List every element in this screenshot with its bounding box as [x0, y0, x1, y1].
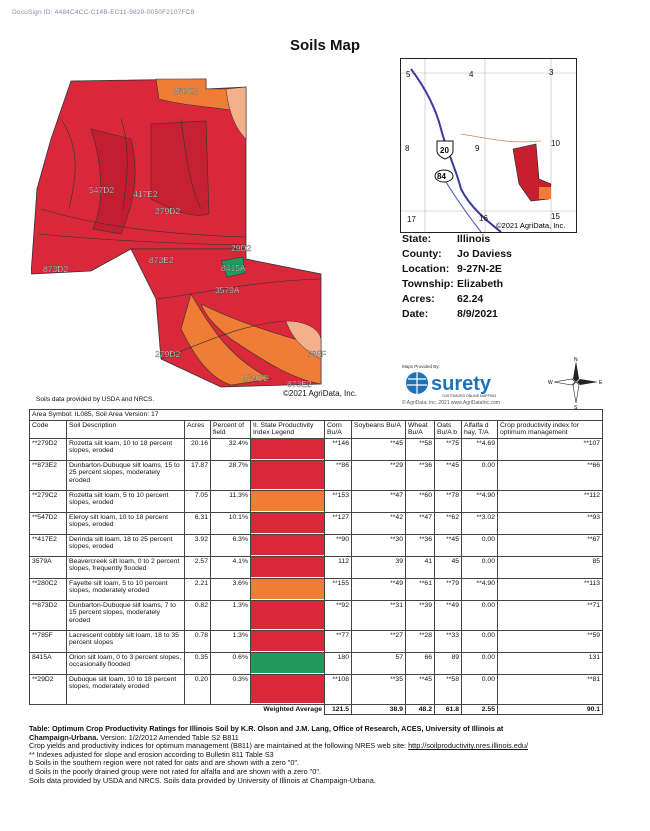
crop-productivity-index: **81	[498, 674, 603, 704]
table-row	[30, 630, 603, 652]
table-row	[30, 652, 603, 674]
soil-data-credit: Soils data provided by USDA and NRCS.	[36, 396, 155, 403]
soybean-yield: **35	[352, 674, 406, 704]
soybean-yield: **31	[352, 600, 406, 630]
soil-code: **29D2	[30, 674, 67, 704]
crop-productivity-index: **112	[498, 490, 603, 512]
wheat-yield: **60	[406, 490, 435, 512]
alfalfa-yield: 0.00	[462, 630, 498, 652]
crop-productivity-index: **107	[498, 438, 603, 460]
acres: 20.16	[185, 438, 211, 460]
crop-productivity-index: **59	[498, 630, 603, 652]
alfalfa-yield: 0.00	[462, 556, 498, 578]
crop-productivity-index: **71	[498, 600, 603, 630]
weighted-corn: 121.5	[325, 704, 352, 715]
svg-text:CUSTOMIZED ONLINE MAPPING: CUSTOMIZED ONLINE MAPPING	[442, 394, 497, 398]
col-header: Code	[30, 420, 67, 438]
section-label: 17	[407, 215, 416, 224]
legend-swatch	[251, 578, 325, 600]
info-township: Township: Elizabeth	[402, 278, 504, 290]
map-label: 279C2	[243, 373, 269, 383]
highway-84-line	[443, 177, 481, 232]
soil-description: Lacrescent cobbly silt loam, 18 to 35 percent slopes	[67, 630, 185, 652]
legend-swatch	[251, 460, 325, 490]
acres: 0.78	[185, 630, 211, 652]
area-symbol: Area Symbol: IL085, Soil Area Version: 17	[30, 410, 603, 421]
wheat-yield: **36	[406, 460, 435, 490]
percent-of-field: 11.3%	[211, 490, 251, 512]
globe-icon	[406, 372, 428, 394]
soil-description: Eleroy silt loam, 10 to 18 percent slopes, eroded	[67, 512, 185, 534]
agridata-small-credit: © AgriData, Inc. 2021 www.AgriDataInc.com	[402, 400, 500, 406]
weighted-alfalfa: 2.55	[462, 704, 498, 715]
map-region-dark	[151, 121, 209, 215]
col-header: Acres	[185, 420, 211, 438]
soil-description: Derinda silt loam, 18 to 25 percent slopes, eroded	[67, 534, 185, 556]
productivity-color-swatch	[251, 461, 324, 489]
wheat-yield: **47	[406, 512, 435, 534]
oats-yield: 89	[435, 652, 462, 674]
surety-logo	[402, 363, 547, 399]
percent-of-field: 1.3%	[211, 600, 251, 630]
oats-yield: **75	[435, 438, 462, 460]
col-header: Percent of field	[211, 420, 251, 438]
alfalfa-yield: **3.02	[462, 512, 498, 534]
map-label: 547D2	[89, 185, 115, 195]
col-header: Wheat Bu/A	[406, 420, 435, 438]
col-header: Crop productivity index for optimum management	[498, 420, 603, 438]
soybean-yield: **49	[352, 578, 406, 600]
locator-credit: ©2021 AgriData, Inc.	[496, 221, 566, 230]
corn-yield: **92	[325, 600, 352, 630]
map-label: 873E2	[149, 255, 174, 265]
productivity-color-swatch	[251, 631, 324, 651]
section-label: 4	[469, 70, 474, 79]
percent-of-field: 10.1%	[211, 512, 251, 534]
oats-yield: **45	[435, 534, 462, 556]
docusign-envelope-id: DocuSign ID: 4484C4CC-C14B-EC11-9820-0050F2107FC8	[12, 9, 195, 16]
percent-of-field: 0.3%	[211, 674, 251, 704]
corn-yield: **90	[325, 534, 352, 556]
crop-productivity-index: **66	[498, 460, 603, 490]
weighted-average-label: Weighted Average	[30, 704, 325, 715]
map-label: 417E2	[133, 189, 158, 199]
table-row	[30, 674, 603, 704]
table-row	[30, 556, 603, 578]
wheat-yield: **61	[406, 578, 435, 600]
wheat-yield: 66	[406, 652, 435, 674]
corn-yield: **146	[325, 438, 352, 460]
table-row	[30, 578, 603, 600]
corn-yield: **86	[325, 460, 352, 490]
map-label: 3579A	[215, 285, 240, 295]
alfalfa-yield: 0.00	[462, 652, 498, 674]
wheat-yield: **45	[406, 674, 435, 704]
percent-of-field: 28.7%	[211, 460, 251, 490]
map-label: 279D2	[155, 349, 181, 359]
highway-20-line	[411, 69, 501, 232]
soil-code: **279D2	[30, 438, 67, 460]
soil-code: **547D2	[30, 512, 67, 534]
table-row	[30, 512, 603, 534]
map-label: 785F	[307, 349, 327, 359]
oats-yield: **79	[435, 578, 462, 600]
legend-swatch	[251, 630, 325, 652]
col-header: Corn Bu/A	[325, 420, 352, 438]
col-header: Oats Bu/A b	[435, 420, 462, 438]
soil-description: Beavercreek silt loam, 0 to 2 percent slopes, frequently flooded	[67, 556, 185, 578]
table-header-row	[30, 420, 603, 438]
alfalfa-yield: 0.00	[462, 534, 498, 556]
soil-code: 8415A	[30, 652, 67, 674]
section-label: 9	[475, 144, 480, 153]
compass-w: W	[548, 380, 553, 386]
acres: 3.92	[185, 534, 211, 556]
alfalfa-yield: **4.69	[462, 438, 498, 460]
weighted-soy: 38.9	[352, 704, 406, 715]
percent-of-field: 32.4%	[211, 438, 251, 460]
map-label: 280C2	[173, 86, 199, 96]
weighted-oats: 61.8	[435, 704, 462, 715]
legend-swatch	[251, 556, 325, 578]
soybean-yield: **45	[352, 438, 406, 460]
productivity-color-swatch	[251, 601, 324, 629]
col-header: Alfalfa d hay, T/A	[462, 420, 498, 438]
alfalfa-yield: 0.00	[462, 674, 498, 704]
table-footnotes: Table: Optimum Crop Productivity Ratings for Illinois Soil by K.R. Olson and J.M. Lang, Office of Research, ACES, University of Illinois at Champaign-Urbana. Version: 1/2/2012 Amended Table S2 B811 Crop yields and productivity indices for optimum management (B811) are maintained at the following NRES web site: http://soilproductivity.nres.illinois.edu/ ** Indexes adjusted for slope and erosion according to Bulletin 811 Table S3 b Soils in the southern region were not rated for oats and are shown with a zero "0". d Soils in the poorly drained group were not rated for alfalfa and are shown with a zero "0". Soils data provided by USDA and NRCS. Soils data provided by University of Illinois at Champaign-Urbana.	[29, 725, 619, 785]
section-label: 3	[549, 68, 554, 77]
col-header: II. State Productivity Index Legend	[251, 420, 325, 438]
percent-of-field: 3.6%	[211, 578, 251, 600]
alfalfa-yield: 0.00	[462, 460, 498, 490]
soil-description: Dubuque silt loam, 10 to 18 percent slopes, moderately eroded	[67, 674, 185, 704]
svg-text:20: 20	[440, 146, 449, 155]
soil-description: Rozetta silt loam, 5 to 10 percent slopes, eroded	[67, 490, 185, 512]
soybean-yield: **29	[352, 460, 406, 490]
legend-swatch	[251, 600, 325, 630]
map-label: 29D2	[231, 243, 252, 253]
section-label: 5	[406, 70, 411, 79]
crop-productivity-index: 131	[498, 652, 603, 674]
soil-description: Dunbarton-Dubuque silt loams, 7 to 15 percent slopes, moderately eroded	[67, 600, 185, 630]
page-title: Soils Map	[289, 37, 360, 54]
soil-code: 3579A	[30, 556, 67, 578]
wheat-yield: **28	[406, 630, 435, 652]
legend-swatch	[251, 534, 325, 556]
wheat-yield: **36	[406, 534, 435, 556]
percent-of-field: 1.3%	[211, 630, 251, 652]
soybean-yield: **47	[352, 490, 406, 512]
table-row	[30, 490, 603, 512]
soil-description: Fayette silt loam, 5 to 10 percent slopes, moderately eroded	[67, 578, 185, 600]
footnote-source: Table: Optimum Crop Productivity Ratings for Illinois Soil by K.R. Olson and J.M. Lang, Office of Research, ACES, University of Illinois at	[29, 724, 504, 733]
oats-yield: **62	[435, 512, 462, 534]
crop-productivity-index: **67	[498, 534, 603, 556]
map-label: 279D2	[155, 206, 181, 216]
weighted-average-row	[30, 704, 603, 715]
table-row	[30, 534, 603, 556]
soil-code: **873E2	[30, 460, 67, 490]
wheat-yield: **58	[406, 438, 435, 460]
oats-yield: **33	[435, 630, 462, 652]
locator-map	[400, 58, 577, 233]
soil-description: Rozetta silt loam, 10 to 18 percent slopes, eroded	[67, 438, 185, 460]
soil-code: **279C2	[30, 490, 67, 512]
soil-code: **417E2	[30, 534, 67, 556]
corn-yield: 112	[325, 556, 352, 578]
section-label: 10	[551, 139, 560, 148]
svg-text:surety: surety	[431, 373, 492, 395]
oats-yield: **58	[435, 674, 462, 704]
legend-swatch	[251, 438, 325, 460]
oats-yield: 45	[435, 556, 462, 578]
svg-text:Maps Provided By:: Maps Provided By:	[402, 364, 440, 369]
map-label: 8415A	[221, 263, 246, 273]
crop-productivity-index: **93	[498, 512, 603, 534]
alfalfa-yield: 0.00	[462, 600, 498, 630]
productivity-color-swatch	[251, 653, 324, 673]
soils-table	[29, 409, 603, 715]
weighted-cpi: 90.1	[498, 704, 603, 715]
corn-yield: **77	[325, 630, 352, 652]
info-county: County: Jo Daviess	[402, 248, 512, 260]
section-label: 16	[479, 214, 488, 223]
acres: 0.82	[185, 600, 211, 630]
info-acres: Acres: 62.24	[402, 293, 484, 305]
acres: 17.87	[185, 460, 211, 490]
percent-of-field: 4.1%	[211, 556, 251, 578]
soybean-yield: **27	[352, 630, 406, 652]
acres: 0.20	[185, 674, 211, 704]
oats-yield: **45	[435, 460, 462, 490]
agridata-credit: ©2021 AgriData, Inc.	[283, 389, 357, 398]
map-label: 873D2	[43, 264, 69, 274]
nres-link[interactable]: http://soilproductivity.nres.illinois.edu/	[408, 741, 529, 751]
acres: 0.35	[185, 652, 211, 674]
weighted-wheat: 48.2	[406, 704, 435, 715]
crop-productivity-index: **113	[498, 578, 603, 600]
productivity-color-swatch	[251, 513, 324, 533]
legend-swatch	[251, 652, 325, 674]
info-location: Location: 9-27N-2E	[402, 263, 502, 275]
soil-code: **873D2	[30, 600, 67, 630]
compass-e: E	[599, 380, 603, 386]
acres: 2.21	[185, 578, 211, 600]
map-label: 873E2	[287, 379, 312, 389]
alfalfa-yield: **4.90	[462, 490, 498, 512]
percent-of-field: 6.3%	[211, 534, 251, 556]
corn-yield: **153	[325, 490, 352, 512]
alfalfa-yield: **4.90	[462, 578, 498, 600]
map-parcel-main	[31, 79, 246, 274]
productivity-color-swatch	[251, 557, 324, 577]
legend-swatch	[251, 512, 325, 534]
table-row	[30, 600, 603, 630]
soybean-yield: **30	[352, 534, 406, 556]
soybean-yield: 39	[352, 556, 406, 578]
table-row	[30, 438, 603, 460]
crop-productivity-index: 85	[498, 556, 603, 578]
compass-n: N	[574, 357, 578, 363]
info-state: State: Illinois	[402, 233, 491, 245]
soil-description: Orion silt loam, 0 to 3 percent slopes, occasionally flooded	[67, 652, 185, 674]
soybean-yield: 57	[352, 652, 406, 674]
soybean-yield: **42	[352, 512, 406, 534]
col-header: Soil Description	[67, 420, 185, 438]
acres: 6.31	[185, 512, 211, 534]
percent-of-field: 0.6%	[211, 652, 251, 674]
wheat-yield: **39	[406, 600, 435, 630]
section-label: 8	[405, 144, 410, 153]
compass-rose-icon	[548, 355, 604, 409]
productivity-color-swatch	[251, 675, 324, 703]
acres: 7.05	[185, 490, 211, 512]
productivity-color-swatch	[251, 491, 324, 511]
compass-s: S	[574, 405, 578, 409]
corn-yield: **127	[325, 512, 352, 534]
soil-description: Dunbarton-Dubuque silt loams, 15 to 25 percent slopes, moderately eroded	[67, 460, 185, 490]
soil-code: **785F	[30, 630, 67, 652]
productivity-color-swatch	[251, 535, 324, 555]
corn-yield: **108	[325, 674, 352, 704]
route-84-shield-icon	[435, 170, 453, 182]
corn-yield: **155	[325, 578, 352, 600]
info-date: Date: 8/9/2021	[402, 308, 498, 320]
section-label: 15	[551, 212, 560, 221]
oats-yield: **49	[435, 600, 462, 630]
soils-map	[31, 59, 373, 396]
oats-yield: **78	[435, 490, 462, 512]
acres: 2.57	[185, 556, 211, 578]
svg-text:84: 84	[437, 172, 446, 181]
legend-swatch	[251, 490, 325, 512]
legend-swatch	[251, 674, 325, 704]
col-header: Soybeans Bu/A	[352, 420, 406, 438]
table-row	[30, 460, 603, 490]
productivity-color-swatch	[251, 439, 324, 459]
wheat-yield: 41	[406, 556, 435, 578]
corn-yield: 180	[325, 652, 352, 674]
soil-code: **280C2	[30, 578, 67, 600]
productivity-color-swatch	[251, 579, 324, 599]
